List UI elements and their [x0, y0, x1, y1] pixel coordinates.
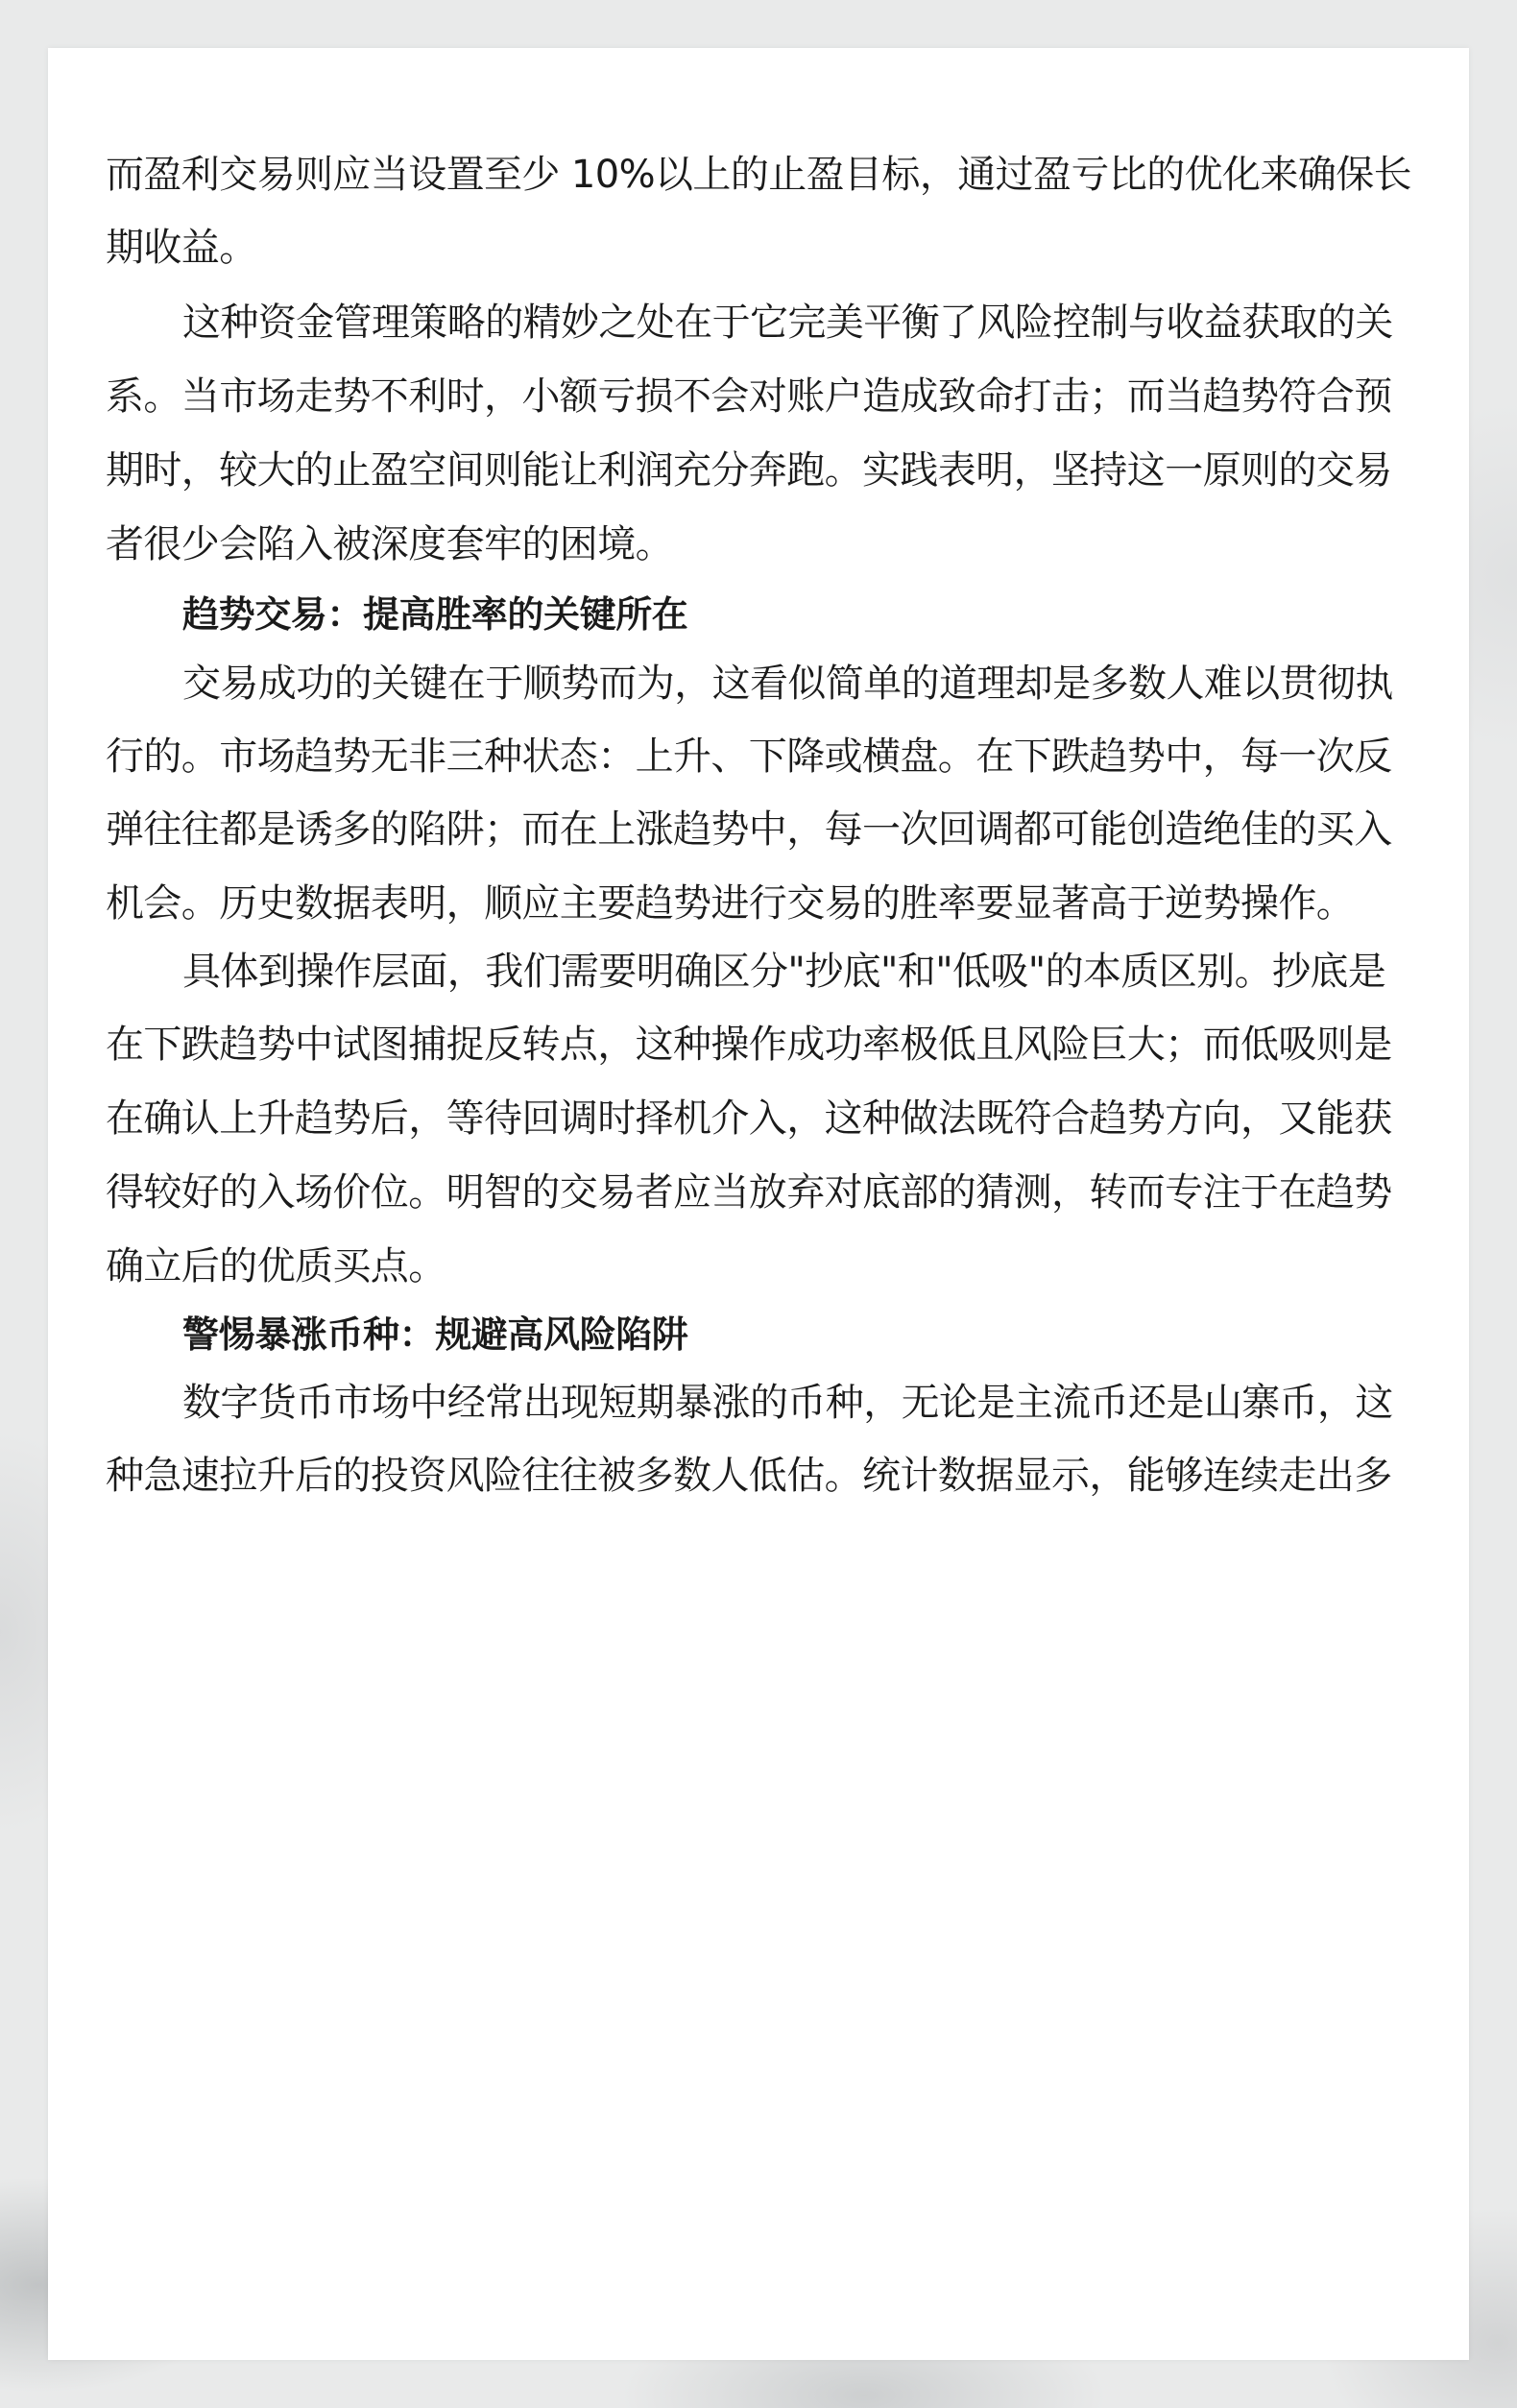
text-line: 在下跌趋势中试图捕捉反转点，这种操作成功率极低且风险巨大；而低吸则是 — [106, 1023, 1392, 1067]
text-line: 得较好的入场价位。明智的交易者应当放弃对底部的猜测，转而专注于在趋势 — [106, 1170, 1392, 1215]
text-line: 具体到操作层面，我们需要明确区分"抄底"和"低吸"的本质区别。抄底是 — [182, 950, 1386, 994]
text-line: 期收益。 — [106, 226, 257, 270]
text-line: 交易成功的关键在于顺势而为，这看似简单的道理却是多数人难以贯彻执 — [182, 662, 1393, 706]
section-heading: 趋势交易：提高胜率的关键所在 — [182, 593, 688, 636]
text-line: 种急速拉升后的投资风险往往被多数人低估。统计数据显示，能够连续走出多 — [106, 1454, 1392, 1498]
text-line: 系。当市场走势不利时，小额亏损不会对账户造成致命打击；而当趋势符合预 — [106, 374, 1392, 419]
text-line: 机会。历史数据表明，顺应主要趋势进行交易的胜率要显著高于逆势操作。 — [106, 881, 1355, 926]
text-line: 行的。市场趋势无非三种状态：上升、下降或横盘。在下跌趋势中，每一次反 — [106, 734, 1392, 779]
text-line: 者很少会陷入被深度套牢的困境。 — [106, 522, 673, 566]
text-line: 在确认上升趋势后，等待回调时择机介入，这种做法既符合趋势方向，又能获 — [106, 1096, 1392, 1141]
text-line: 期时，较大的止盈空间则能让利润充分奔跑。实践表明，坚持这一原则的交易 — [106, 448, 1392, 493]
text-line: 数字货币市场中经常出现短期暴涨的币种，无论是主流币还是山寨币，这 — [182, 1381, 1393, 1425]
text-line: 弹往往都是诱多的陷阱；而在上涨趋势中，每一次回调都可能创造绝佳的买入 — [106, 807, 1392, 852]
text-line: 这种资金管理策略的精妙之处在于它完美平衡了风险控制与收益获取的关 — [182, 301, 1393, 345]
text-line: 确立后的优质买点。 — [106, 1244, 446, 1288]
section-heading: 警惕暴涨币种：规避高风险陷阱 — [182, 1313, 688, 1356]
text-line: 而盈利交易则应当设置至少 10%以上的止盈目标，通过盈亏比的优化来确保长 — [106, 153, 1412, 197]
document-page — [48, 48, 1469, 2360]
